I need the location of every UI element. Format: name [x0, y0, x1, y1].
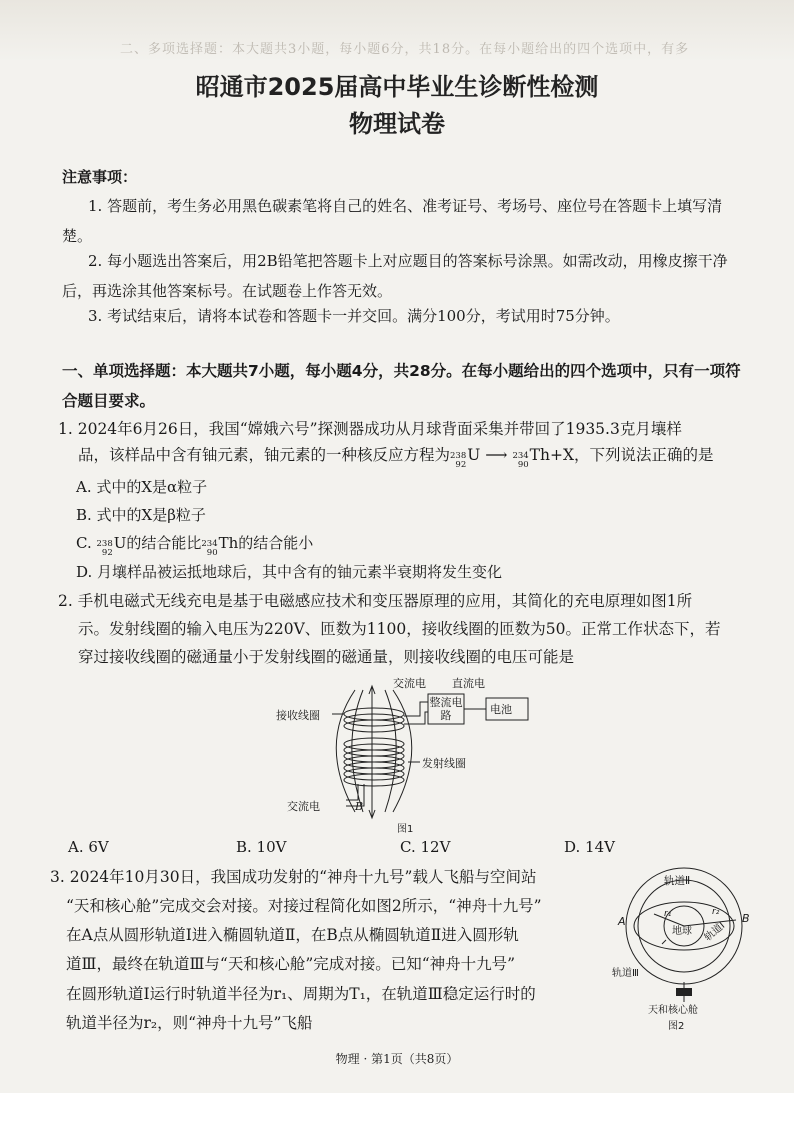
exam-subject: 物理试卷: [349, 110, 445, 138]
q1-option-c[interactable]: C. 238 92 U的结合能比 234 90 Th的结合能小: [76, 534, 314, 558]
fig2-point-b: B: [742, 912, 750, 925]
bleed-through-text: 二、多项选择题：本大题共3小题，每小题6分，共18分。在每小题给出的四个选项中，有多: [120, 42, 690, 57]
q1-option-a[interactable]: A. 式中的X是α粒子: [76, 478, 208, 496]
q3-stem-line5: 在圆形轨道Ⅰ运行时轨道半径为r₁、周期为T₁，在轨道Ⅲ稳定运行时的: [66, 985, 536, 1003]
notice-item-1: 1. 答题前，考生务必用黑色碳素笔将自己的姓名、准考证号、考场号、座位号在答题卡上填写清楚。: [62, 197, 723, 245]
q2-stem-line2: 示。发射线圈的输入电压为220V、匝数为1100，接收线圈的匝数为50。正常工作状态下，若: [78, 620, 721, 638]
exam-title: 昭通市2025届高中毕业生诊断性检测: [195, 73, 599, 101]
q3-stem-line6: 轨道半径为r₂，则“神舟十九号”飞船: [66, 1014, 313, 1032]
fig2-orbit-2-label: 轨道Ⅱ: [664, 875, 691, 887]
q1-option-d[interactable]: D. 月壤样品被运抵地球后，其中含有的铀元素半衰期将发生变化: [76, 563, 503, 581]
fig1-receiver-coil-label: 接收线圈: [276, 709, 320, 722]
fig2-r2-label: r₂: [712, 907, 720, 917]
fig2-caption: 图2: [668, 1021, 685, 1032]
fig2-station-label: 天和核心舱: [648, 1005, 698, 1016]
q1-stem-line2: [78, 440, 748, 470]
figure-2-orbits: [618, 866, 768, 1016]
q1-stem-text: 品，该样品中含有铀元素，铀元素的一种核反应方程为: [78, 446, 451, 464]
page-bottom-margin: [0, 1093, 794, 1124]
q1-option-b[interactable]: B. 式中的X是β粒子: [76, 506, 206, 524]
notice-item-2: 2. 每小题选出答案后，用2B铅笔把答题卡上对应题目的答案标号涂黑。如需改动，用橡皮擦干净后，再选涂其他答案标号。在试题卷上作答无效。: [62, 252, 728, 300]
q2-stem-line3: 穿过接收线圈的磁通量小于发射线圈的磁通量，则接收线圈的电压可能是: [78, 648, 575, 666]
notice-heading: 注意事项：: [62, 168, 138, 186]
q3-stem-line2: “天和核心舱”完成交会对接。对接过程简化如图2所示，“神舟十九号”: [66, 897, 542, 915]
q3-stem-line4: 道Ⅲ，最终在轨道Ⅲ与“天和核心舱”完成对接。已知“神舟十九号”: [66, 955, 516, 973]
nuclide-uranium: 238 92 U: [450, 446, 481, 470]
fig1-transmitter-coil-label: 发射线圈: [422, 757, 466, 770]
fig1-rectifier-label: 整流电路: [429, 696, 463, 722]
notice-item-3: 3. 考试结束后，请将本试卷和答题卡一并交回。满分100分，考试用时75分钟。: [88, 307, 620, 325]
q2-option-c[interactable]: C. 12V: [400, 838, 451, 856]
fig2-orbit-1-label: 轨道Ⅰ: [702, 920, 728, 944]
fig1-ac-top-label: 交流电: [393, 677, 426, 690]
q1-stem-line1: 1. 2024年6月26日，我国“嫦娥六号”探测器成功从月球背面采集并带回了1935.3克月壤样: [58, 420, 682, 438]
fig1-dc-label: 直流电: [452, 677, 485, 690]
q2-stem-line1: 2. 手机电磁式无线充电是基于电磁感应技术和变压器原理的应用，其简化的充电原理如图1所: [58, 592, 693, 610]
fig2-orbit-3-label: 轨道Ⅲ: [612, 968, 639, 979]
q3-stem-line1: 3. 2024年10月30日，我国成功发射的“神舟十九号”载人飞船与空间站: [50, 868, 537, 886]
page-footer: 物理 · 第1页（共8页）: [335, 1052, 459, 1066]
reaction-arrow: ⟶: [485, 446, 508, 464]
fig1-field-b-label: B: [355, 800, 364, 813]
fig2-r1-label: r₁: [664, 909, 672, 919]
q2-option-b[interactable]: B. 10V: [236, 838, 287, 856]
fig2-earth-label: 地球: [672, 926, 692, 937]
q3-stem-line3: 在A点从圆形轨道Ⅰ进入椭圆轨道Ⅱ，在B点从椭圆轨道Ⅱ进入圆形轨: [66, 926, 519, 944]
nuclide-thorium: 234 90 Th+X: [512, 446, 575, 470]
fig1-battery-label: 电池: [490, 703, 512, 716]
fig2-point-a: A: [618, 915, 626, 928]
fig1-ac-bottom-label: 交流电: [287, 800, 320, 813]
fig1-caption: 图1: [397, 824, 414, 835]
section-1-heading: 一、单项选择题：本大题共7小题，每小题4分，共28分。在每小题给出的四个选项中，只有一项符合题目要求。: [62, 362, 741, 410]
q2-option-a[interactable]: A. 6V: [68, 838, 109, 856]
q1-stem-tail: ，下列说法正确的是: [574, 446, 714, 464]
q2-option-d[interactable]: D. 14V: [564, 838, 615, 856]
